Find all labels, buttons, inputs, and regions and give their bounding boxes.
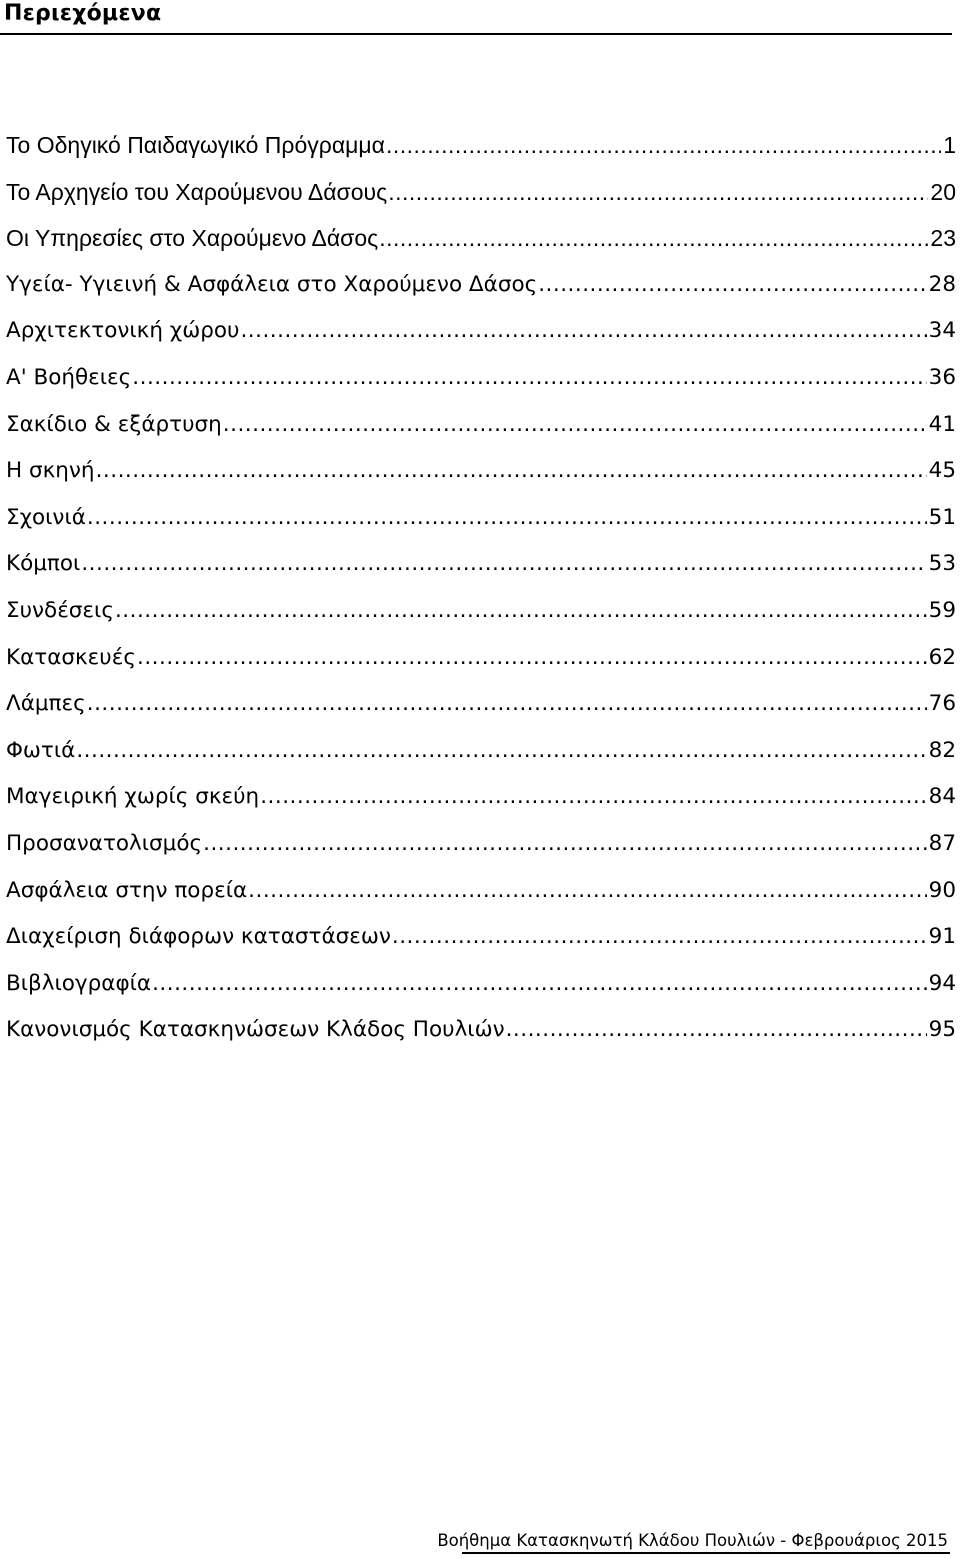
toc-entry-page: 36 — [928, 364, 956, 390]
toc-entry[interactable] — [6, 588, 956, 635]
toc-entry-page: 91 — [928, 924, 956, 950]
toc-entry[interactable] — [6, 961, 956, 1008]
page-title: Περιεχόμενα — [4, 1, 162, 26]
toc-entry-title: Συνδέσεις — [6, 597, 114, 623]
toc-entry-title: Η σκηνή — [6, 458, 95, 484]
toc-entry-page: 76 — [928, 691, 956, 717]
toc-dot-leader — [379, 215, 928, 261]
toc-entry[interactable] — [6, 728, 956, 775]
toc-dot-leader — [81, 541, 926, 587]
toc-entry[interactable] — [6, 1007, 956, 1054]
title-underline — [0, 33, 952, 35]
toc-entry[interactable] — [6, 635, 956, 682]
toc-dot-leader — [392, 914, 927, 960]
toc-dot-leader — [203, 821, 927, 867]
toc-entry[interactable] — [6, 215, 956, 262]
toc-entry-title: Προσανατολισμός — [6, 830, 203, 856]
toc-entry-page: 62 — [928, 644, 956, 670]
toc-dot-leader — [115, 588, 927, 634]
toc-entry[interactable] — [6, 448, 956, 495]
toc-dot-leader — [96, 448, 927, 494]
toc-entry-title: Υγεία- Υγιεινή & Ασφάλεια στο Χαρούμενο Δάσος — [6, 271, 538, 297]
toc-dot-leader — [538, 262, 926, 308]
toc-dot-leader — [506, 1007, 927, 1053]
toc-entry-page: 53 — [928, 551, 956, 577]
toc-entry-page: 95 — [928, 1017, 956, 1043]
toc-entry-title: Οι Υπηρεσίες στο Χαρούμενο Δάσος — [6, 225, 379, 252]
toc-entry-page: 90 — [928, 877, 956, 903]
toc-entry[interactable] — [6, 774, 956, 821]
toc-entry[interactable] — [6, 169, 956, 216]
toc-entry[interactable] — [6, 681, 956, 728]
toc-entry[interactable] — [6, 308, 956, 355]
toc-dot-leader — [248, 868, 926, 914]
toc-dot-leader — [260, 774, 926, 820]
toc-entry-title: Ασφάλεια στην πορεία — [6, 877, 248, 903]
footer-underline — [462, 1552, 950, 1554]
toc-entry[interactable] — [6, 821, 956, 868]
toc-dot-leader — [87, 495, 927, 541]
toc-entry-title: Κανονισμός Κατασκηνώσεων Κλάδος Πουλιών — [6, 1017, 505, 1043]
toc-entry-title: Λάμπες — [6, 691, 86, 717]
table-of-contents — [6, 122, 956, 1054]
toc-dot-leader — [87, 681, 927, 727]
toc-entry-page: 94 — [928, 970, 956, 996]
toc-entry-title: Σακίδιο & εξάρτυση — [6, 411, 222, 437]
toc-dot-leader — [137, 635, 927, 681]
page-footer: Βοήθημα Κατασκηνωτή Κλάδου Πουλιών - Φεβρουάριος 2015 — [437, 1531, 948, 1550]
toc-entry-page: 51 — [928, 504, 956, 530]
toc-entry-title: Α' Βοήθειες — [6, 364, 132, 390]
toc-entry-page: 59 — [928, 597, 956, 623]
toc-dot-leader — [386, 122, 941, 168]
toc-entry-title: Διαχείριση διάφορων καταστάσεων — [6, 924, 391, 950]
toc-entry-title: Βιβλιογραφία — [6, 970, 152, 996]
toc-entry-title: Μαγειρική χωρίς σκεύη — [6, 784, 260, 810]
toc-entry[interactable] — [6, 914, 956, 961]
toc-entry-title: Το Οδηγικό Παιδαγωγικό Πρόγραμμα — [6, 132, 385, 158]
toc-entry-title: Κατασκευές — [6, 644, 136, 670]
toc-entry-page: 41 — [928, 411, 956, 437]
toc-entry[interactable] — [6, 262, 956, 309]
toc-entry-page: 84 — [928, 784, 956, 810]
toc-entry[interactable] — [6, 868, 956, 915]
toc-dot-leader — [223, 402, 927, 448]
toc-entry-page: 82 — [928, 737, 956, 763]
toc-entry-title: Φωτιά — [6, 737, 76, 763]
toc-entry-page: 45 — [928, 458, 956, 484]
toc-entry-page: 23 — [930, 225, 956, 252]
toc-dot-leader — [132, 355, 926, 401]
toc-entry[interactable] — [6, 541, 956, 588]
toc-entry-title: Αρχιτεκτονική χώρου — [6, 318, 240, 344]
toc-entry-page: 28 — [928, 271, 956, 297]
toc-entry-page: 87 — [928, 830, 956, 856]
toc-entry[interactable] — [6, 495, 956, 542]
toc-entry[interactable] — [6, 355, 956, 402]
toc-entry-title: Το Αρχηγείο του Χαρούμενου Δάσους — [6, 178, 388, 205]
toc-dot-leader — [76, 728, 926, 774]
toc-entry-page: 34 — [928, 318, 956, 344]
toc-dot-leader — [240, 308, 926, 354]
toc-entry-title: Σχοινιά — [6, 504, 86, 530]
toc-dot-leader — [152, 961, 927, 1007]
toc-entry-page: 1 — [943, 132, 956, 158]
toc-entry-page: 20 — [930, 178, 956, 205]
toc-entry-title: Κόμποι — [6, 551, 81, 577]
toc-dot-leader — [388, 169, 928, 215]
toc-entry[interactable] — [6, 402, 956, 449]
toc-entry[interactable] — [6, 122, 956, 169]
